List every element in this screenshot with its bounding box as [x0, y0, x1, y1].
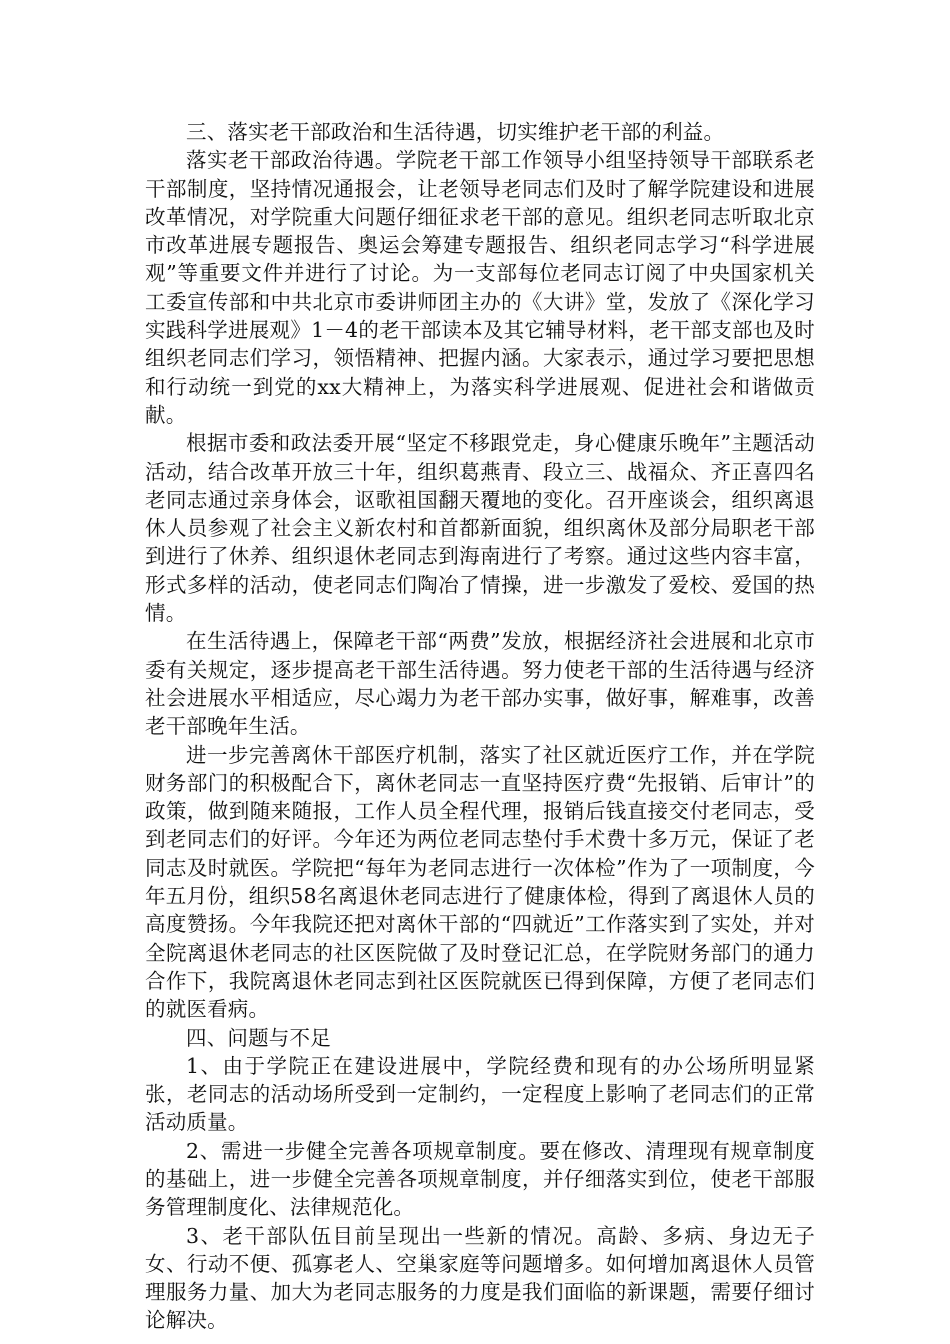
- paragraph-political-treatment: 落实老干部政治待遇。学院老干部工作领导小组坚持领导干部联系老干部制度，坚持情况通报会，让老领导老同志们及时了解学院建设和进展改革情况，对学院重大问题仔细征求老干部的意见。组织老同志听取北京市改革进展专题报告、奥运会筹建专题报告、组织老同志学习“科学进展观”等重要文件并进行了讨论。为一支部每位老同志订阅了中央国家机关工委宣传部和中共北京市委讲师团主办的《大讲》堂，发放了《深化学习实践科学进展观》1－4的老干部读本及其它辅导材料，老干部支部也及时组织老同志们学习，领悟精神、把握内涵。大家表示，通过学习要把思想和行动统一到党的xx大精神上，为落实科学进展观、促进社会和谐做贡献。: [145, 148, 815, 427]
- problem-item-3: 3、老干部队伍目前呈现出一些新的情况。高龄、多病、身边无子女、行动不便、孤寡老人、空巢家庭等问题增多。如何增加离退休人员管理服务力量、加大为老同志服务的力度是我们面临的新课题，需要仔细讨论解决。: [145, 1223, 815, 1333]
- section-heading-4: 四、问题与不足: [186, 1025, 331, 1050]
- paragraph-themed-activities: 根据市委和政法委开展“坚定不移跟党走，身心健康乐晚年”主题活动活动，结合改革开放三十年，组织葛燕青、段立三、战福众、齐正喜四名老同志通过亲身体会，讴歌祖国翻天覆地的变化。召开座谈会，组织离退休人员参观了社会主义新农村和首都新面貌，组织离休及部分局职老干部到进行了休养、组织退休老同志到海南进行了考察。通过这些内容丰富，形式多样的活动，使老同志们陶冶了情操，进一步激发了爱校、爱国的热情。: [145, 431, 815, 626]
- problem-item-2: 2、需进一步健全完善各项规章制度。要在修改、清理现有规章制度的基础上，进一步健全完善各项规章制度，并仔细落实到位，使老干部服务管理制度化、法律规范化。: [145, 1138, 815, 1220]
- paragraph-living-treatment: 在生活待遇上，保障老干部“两费”发放，根据经济社会进展和北京市委有关规定，逐步提高老干部生活待遇。努力使老干部的生活待遇与经济社会进展水平相适应，尽心竭力为老干部办实事，做好事，解难事，改善老干部晚年生活。: [145, 629, 815, 739]
- document-body: [145, 118, 815, 1335]
- paragraph-medical-mechanism: 进一步完善离休干部医疗机制，落实了社区就近医疗工作，并在学院财务部门的积极配合下，离休老同志一直坚持医疗费“先报销、后审计”的政策，做到随来随报，工作人员全程代理，报销后钱直接交付老同志，受到老同志们的好评。今年还为两位老同志垫付手术费十多万元，保证了老同志及时就医。学院把“每年为老同志进行一次体检”作为了一项制度，今年五月份，组织58名离退休老同志进行了健康体检，得到了离退休人员的高度赞扬。今年我院还把对离休干部的“四就近”工作落实到了实处，并对全院离退休老同志的社区医院做了及时登记汇总，在学院财务部门的通力合作下，我院离退休老同志到社区医院就医已得到保障，方便了老同志们的就医看病。: [145, 742, 815, 1022]
- section-heading-3: 三、落实老干部政治和生活待遇，切实维护老干部的利益。: [186, 120, 725, 144]
- problem-item-1: 1、由于学院正在建设进展中，学院经费和现有的办公场所明显紧张，老同志的活动场所受到一定制约，一定程度上影响了老同志们的正常活动质量。: [145, 1053, 815, 1135]
